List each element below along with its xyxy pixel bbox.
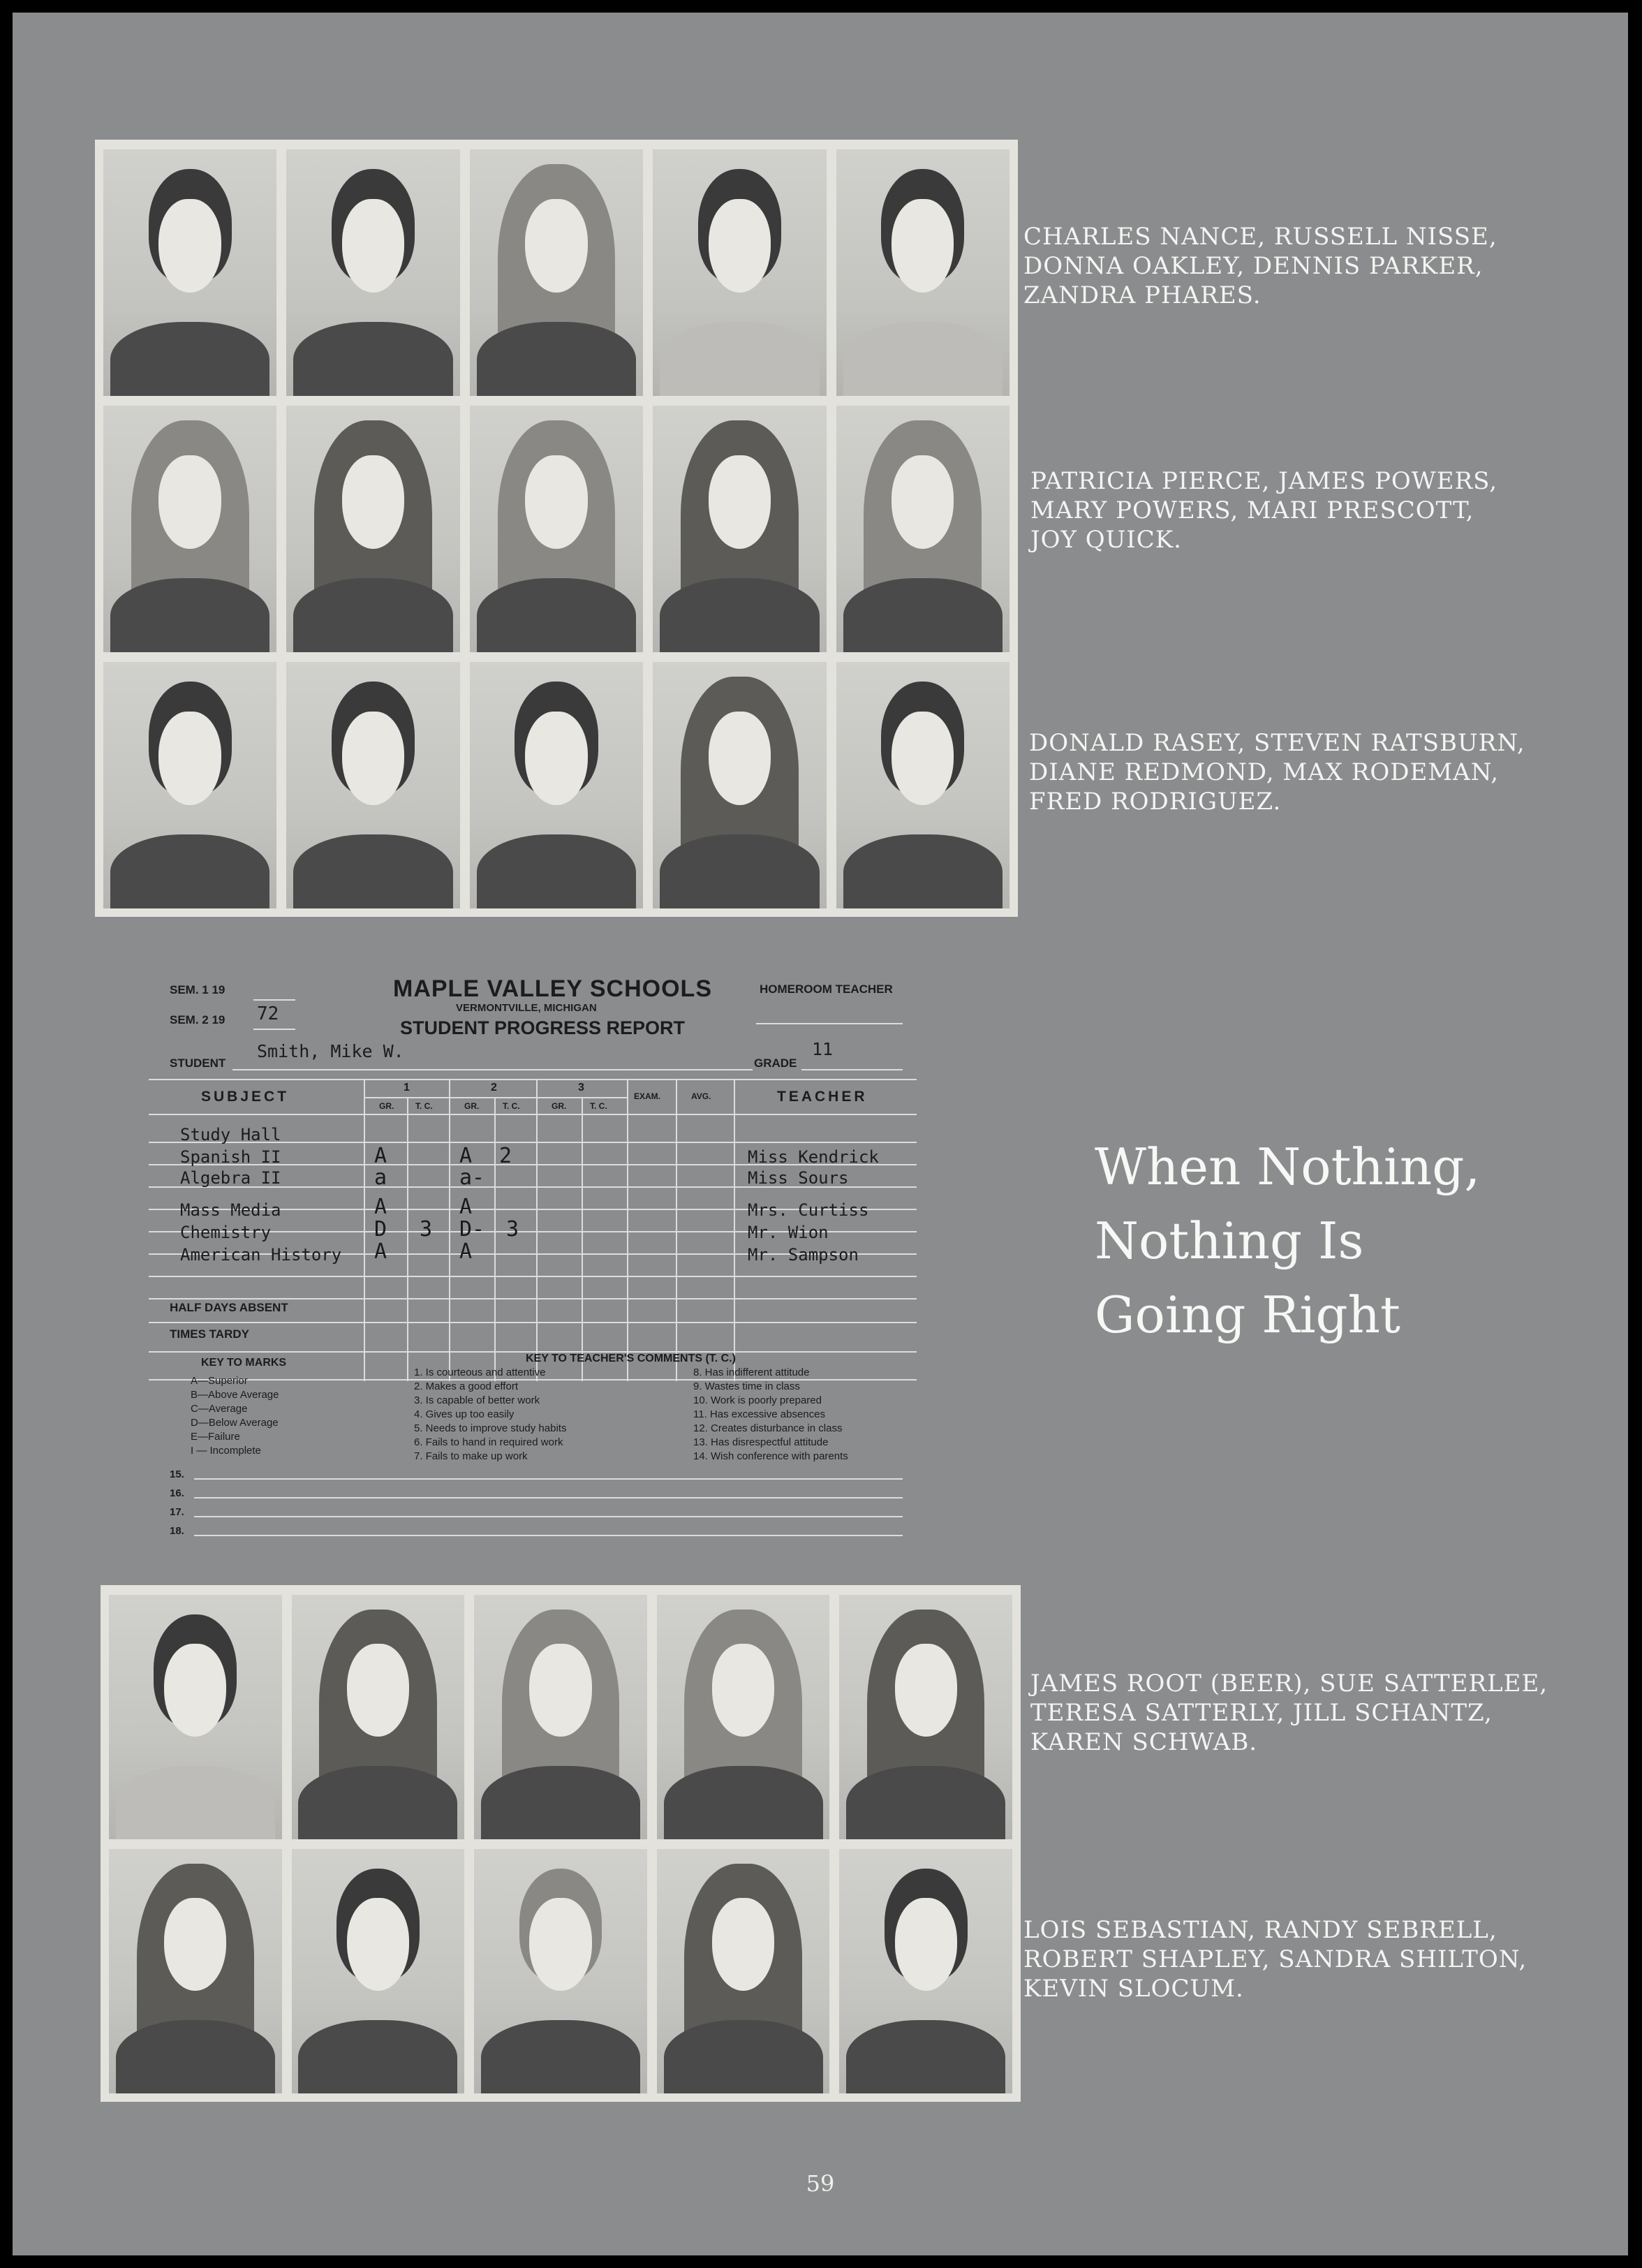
row-subject: American History [180, 1245, 342, 1265]
key-mark: E—Failure [191, 1431, 240, 1443]
extra-line-label: 17. [170, 1506, 184, 1518]
subject-header: SUBJECT [201, 1089, 290, 1105]
student-photo [109, 1595, 282, 1839]
row-teacher: Mr. Wion [748, 1223, 829, 1242]
report-title: STUDENT PROGRESS REPORT [400, 1017, 686, 1038]
col-avg: AVG. [691, 1091, 711, 1101]
caption-line: DIANE REDMOND, MAX RODEMAN, [1029, 758, 1500, 786]
caption-line: DONALD RASEY, STEVEN RATSBURN, [1029, 729, 1525, 757]
caption-line: PATRICIA PIERCE, JAMES POWERS, [1030, 467, 1498, 495]
student-photo [103, 406, 276, 652]
caption-line: ZANDRA PHARES. [1023, 281, 1262, 309]
row-subject: Chemistry [180, 1223, 272, 1242]
row-grade-2: A [459, 1144, 473, 1168]
row-grade-2: A [459, 1195, 473, 1219]
student-photo [286, 149, 459, 396]
col-gr-1: GR. [379, 1101, 394, 1111]
key-comment: 13. Has disrespectful attitude [693, 1436, 829, 1448]
key-comment: 2. Makes a good effort [414, 1380, 518, 1392]
student-photo [653, 406, 826, 652]
caption-line: JAMES ROOT (BEER), SUE SATTERLEE, [1030, 1670, 1548, 1698]
key-comment: 5. Needs to improve study habits [414, 1422, 567, 1434]
photo-grid-bottom [101, 1585, 1021, 2102]
caption-group-3 [1029, 728, 1525, 816]
student-photo [292, 1849, 465, 2093]
key-mark: A—Superior [191, 1375, 248, 1387]
row-teacher: Mr. Sampson [748, 1245, 859, 1265]
grade-label: GRADE [754, 1056, 797, 1070]
key-marks-title: KEY TO MARKS [201, 1357, 287, 1369]
school-location: VERMONTVILLE, MICHIGAN [456, 1002, 597, 1014]
student-photo [657, 1595, 830, 1839]
student-photo [836, 662, 1009, 908]
key-comment: 12. Creates disturbance in class [693, 1422, 843, 1434]
caption-group-2 [1030, 466, 1497, 554]
row-subject: Study Hall [180, 1125, 281, 1144]
col-tc-3: T. C. [590, 1101, 607, 1111]
student-photo [474, 1595, 647, 1839]
col-tc-1: T. C. [415, 1101, 433, 1111]
key-comment: 14. Wish conference with parents [693, 1450, 848, 1462]
col-exam: EXAM. [634, 1091, 661, 1101]
sem2-year: 72 [257, 1003, 279, 1024]
sem2-label: SEM. 2 19 [170, 1013, 225, 1026]
student-photo [839, 1595, 1012, 1839]
report-card [142, 959, 927, 1538]
student-photo [286, 406, 459, 652]
row-teacher: Miss Kendrick [748, 1147, 879, 1167]
student-label: STUDENT [170, 1056, 226, 1070]
caption-line: ROBERT SHAPLEY, SANDRA SHILTON, [1023, 1945, 1528, 1973]
times-tardy-label: TIMES TARDY [170, 1327, 249, 1341]
caption-line: TERESA SATTERLY, JILL SCHANTZ, [1030, 1699, 1493, 1727]
student-photo [839, 1849, 1012, 2093]
row-teacher: Miss Sours [748, 1168, 849, 1188]
key-comment: 10. Work is poorly prepared [693, 1394, 822, 1406]
caption-line: CHARLES NANCE, RUSSELL NISSE, [1023, 223, 1497, 251]
student-photo [657, 1849, 830, 2093]
headline-line: Going Right [1095, 1286, 1400, 1344]
headline-line: When Nothing, [1095, 1137, 1481, 1196]
student-photo [653, 149, 826, 396]
caption-line: MARY POWERS, MARI PRESCOTT, [1030, 496, 1474, 524]
row-grade-1: a [374, 1165, 387, 1190]
key-comment: 1. Is courteous and attentive [414, 1367, 546, 1378]
student-photo [103, 149, 276, 396]
row-grade-1: A [374, 1195, 387, 1219]
period-2: 2 [491, 1082, 497, 1094]
student-name: Smith, Mike W. [257, 1041, 404, 1061]
period-3: 3 [578, 1082, 584, 1094]
row-grade-2: a- [459, 1165, 485, 1190]
caption-group-4 [1030, 1669, 1548, 1757]
extra-line-label: 15. [170, 1468, 184, 1480]
key-mark: C—Average [191, 1403, 248, 1415]
key-comment: 9. Wastes time in class [693, 1380, 800, 1392]
student-photo [470, 406, 643, 652]
row-subject: Spanish II [180, 1147, 281, 1167]
row-grade-2: D- [459, 1217, 485, 1242]
caption-line: KEVIN SLOCUM. [1023, 1975, 1244, 2003]
row-tc-2: 2 [499, 1144, 512, 1168]
row-tc-1: 3 [420, 1217, 433, 1242]
student-photo [292, 1595, 465, 1839]
extra-line-label: 18. [170, 1525, 184, 1537]
student-photo [470, 662, 643, 908]
student-photo [470, 149, 643, 396]
student-photo [109, 1849, 282, 2093]
extra-line-label: 16. [170, 1487, 184, 1499]
caption-line: LOIS SEBASTIAN, RANDY SEBRELL, [1023, 1916, 1497, 1944]
col-gr-2: GR. [464, 1101, 480, 1111]
period-1: 1 [404, 1082, 410, 1094]
grade-value: 11 [812, 1039, 834, 1059]
homeroom-label: HOMEROOM TEACHER [760, 982, 893, 996]
sem1-label: SEM. 1 19 [170, 983, 225, 996]
col-tc-2: T. C. [503, 1101, 520, 1111]
student-photo [103, 662, 276, 908]
student-photo [653, 662, 826, 908]
key-mark: D—Below Average [191, 1417, 279, 1429]
teacher-header: TEACHER [777, 1089, 868, 1105]
key-mark: B—Above Average [191, 1389, 279, 1401]
row-subject: Mass Media [180, 1200, 281, 1220]
yearbook-page [13, 13, 1628, 2255]
key-comment: 3. Is capable of better work [414, 1394, 540, 1406]
half-days-absent-label: HALF DAYS ABSENT [170, 1301, 288, 1314]
key-comment: 4. Gives up too easily [414, 1408, 515, 1420]
key-comment: 7. Fails to make up work [414, 1450, 528, 1462]
school-name: MAPLE VALLEY SCHOOLS [393, 975, 713, 1002]
caption-line: FRED RODRIGUEZ. [1029, 788, 1282, 816]
page-number: 59 [806, 2170, 835, 2197]
caption-group-5 [1023, 1915, 1527, 2003]
row-grade-1: D [374, 1217, 387, 1242]
student-photo [836, 406, 1009, 652]
key-comment: 8. Has indifferent attitude [693, 1367, 810, 1378]
caption-line: JOY QUICK. [1030, 526, 1182, 554]
key-comment: 6. Fails to hand in required work [414, 1436, 563, 1448]
photo-grid-top [95, 140, 1018, 917]
headline [1095, 1130, 1480, 1352]
col-gr-3: GR. [552, 1101, 567, 1111]
row-tc-2: 3 [506, 1217, 519, 1242]
key-comments-title: KEY TO TEACHER'S COMMENTS (T. C.) [526, 1353, 737, 1364]
key-mark: I — Incomplete [191, 1445, 261, 1457]
caption-group-1 [1023, 222, 1497, 310]
headline-line: Nothing Is [1095, 1212, 1364, 1270]
row-grade-1: A [374, 1144, 387, 1168]
student-photo [286, 662, 459, 908]
row-grade-1: A [374, 1239, 387, 1264]
student-photo [836, 149, 1009, 396]
caption-line: KAREN SCHWAB. [1030, 1728, 1258, 1756]
student-photo [474, 1849, 647, 2093]
row-grade-2: A [459, 1239, 473, 1264]
key-comment: 11. Has excessive absences [693, 1408, 825, 1420]
row-subject: Algebra II [180, 1168, 281, 1188]
row-teacher: Mrs. Curtiss [748, 1200, 869, 1220]
caption-line: DONNA OAKLEY, DENNIS PARKER, [1023, 252, 1484, 280]
